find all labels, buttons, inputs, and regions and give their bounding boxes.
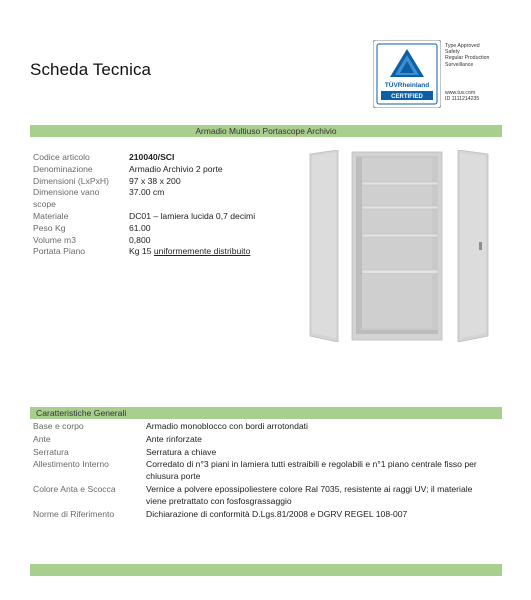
spec-label: Portata Piano [33,246,86,257]
spec-row [33,176,255,188]
certification-id: ID 1111214235 [445,96,480,103]
spec-row [33,187,255,199]
spec-row [33,235,255,247]
general-value: Armadio monoblocco con bordi arrotondati [146,421,308,431]
general-value: Vernice a polvere epossipoliestere colore Ral 7035, resistente ai raggi UV; il materiale viene pretrattato con fosfosgrassaggio [146,483,473,506]
certification-info-line: Regular Production [445,55,490,62]
spec-value: 97 x 38 x 200 [129,175,181,186]
certification-info [445,43,489,68]
general-value: Dichiarazione di conformità D.Lgs.81/2008 e DGRV REGEL 108-007 [146,508,408,519]
general-label: Colore Anta e Scocca [33,483,116,494]
general-row [33,447,480,459]
product-specs [33,152,255,258]
tuv-certification-badge [373,40,501,108]
general-row [33,434,480,446]
tuv-logo [373,40,441,108]
spec-row [33,246,255,258]
spec-value-underlined: uniformemente distribuito [153,246,251,257]
spec-label: Dimensione vano [33,187,100,198]
spec-value: DC01 – lamiera lucida 0,7 decimi [129,210,256,221]
spec-label: Codice articolo [33,152,90,162]
general-row [33,421,480,433]
certification-url: www.tuv.com [445,90,476,96]
general-label: Base e corpo [33,421,84,431]
general-value: Ante rinforzate [146,433,202,444]
spec-label: Volume m3 [33,234,76,245]
general-label: Ante [33,433,51,444]
spec-row [33,152,255,164]
spec-label: Dimensioni (LxPxH) [33,175,109,186]
cabinet-image [308,150,492,342]
certification-info-line: Safety [445,49,460,56]
spec-label: Peso Kg [33,222,66,233]
spec-row [33,199,255,211]
spec-value [129,246,250,258]
spec-row [33,164,255,176]
general-row [33,509,480,521]
spec-row [33,211,255,223]
spec-value-prefix: Kg 15 [129,246,154,257]
spec-value: 210040/SCI [129,152,175,162]
footer-bar [30,564,502,576]
page-title: Scheda Tecnica [30,60,152,79]
general-row [33,459,480,483]
general-row [33,484,480,508]
general-label: Norme di Riferimento [33,508,115,519]
spec-label: Denominazione [33,163,93,174]
certification-id-block [445,90,479,102]
product-title-bar: Armadio Multiuso Portascope Archivio [30,125,502,137]
spec-value: 37.00 cm [129,187,165,198]
logo-text-brand: TÜVRheinland [384,82,430,89]
spec-row [33,223,255,235]
certification-info-line: Type Approved [445,43,480,49]
general-value: Serratura a chiave [146,446,217,457]
spec-label: scope [33,199,56,210]
general-label: Serratura [33,446,69,457]
spec-value: 0,800 [129,234,151,245]
general-section-bar: Caratteristiche Generali [30,407,502,419]
spec-value: Armadio Archivio 2 porte [129,163,223,174]
general-label: Allestimento Interno [33,459,109,470]
spec-value: 61.00 [129,222,151,233]
spec-label: Materiale [33,210,69,221]
general-value: Corredato di n°3 piani in lamiera tutti estraibili e regolabili e n°1 piano centrale fisso per chiusura porte [146,459,477,482]
certification-info-line: Surveillance [445,61,474,68]
logo-text-certified: CERTIFIED [391,94,423,100]
general-characteristics [33,421,480,521]
